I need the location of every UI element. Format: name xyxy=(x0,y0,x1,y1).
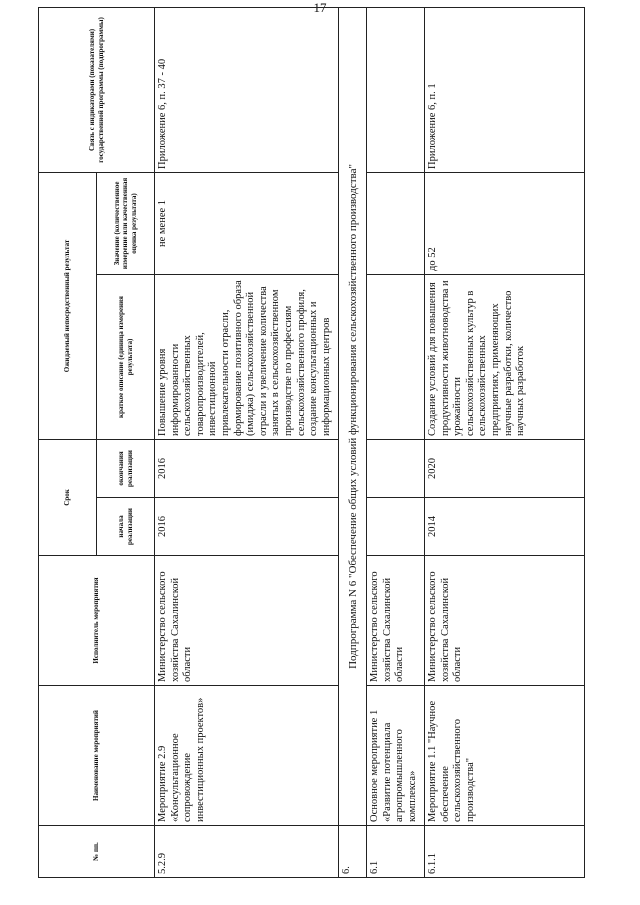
row-executor: Министерство сельского хозяйства Сахалинской области xyxy=(425,556,585,686)
row-desc: Создание условий для повышения продуктивности животноводства и урожайности сельскохозяйственных культур в сельскохозяйственных предприятиях, применяющих научные разработки, количество научных разработок xyxy=(425,274,585,439)
header-executor: Исполнитель мероприятия xyxy=(39,556,155,686)
subprogram-title: Подпрограмма N 6 "Обеспечение общих условий функционирования сельскохозяйственного производства" xyxy=(339,7,367,825)
row-name: Мероприятие 2.9 «Консультационное сопровождение инвестиционных проектов» xyxy=(155,686,339,826)
row-num: 5.2.9 xyxy=(155,826,339,878)
table-row xyxy=(367,7,425,877)
header-result: Ожидаемый непосредственный результат xyxy=(39,172,97,439)
row-link xyxy=(367,7,425,172)
row-desc xyxy=(367,274,425,439)
header-term: Срок xyxy=(39,439,97,555)
header-result-value: Значение (количественное измерение или качественная оценка результата) xyxy=(97,172,155,274)
row-executor: Министерство сельского хозяйства Сахалинской области xyxy=(155,556,339,686)
row-end xyxy=(367,439,425,497)
row-link: Приложение 6, п. 37 - 40 xyxy=(155,7,339,172)
measures-table xyxy=(38,7,585,878)
page-number: 17 xyxy=(313,0,327,15)
header-term-start: начала реализации xyxy=(97,498,155,556)
row-start: 2014 xyxy=(425,498,585,556)
row-value: не менее 1 xyxy=(155,172,339,274)
row-value xyxy=(367,172,425,274)
row-num: 6.1 xyxy=(367,826,425,878)
header-row-1 xyxy=(39,7,97,877)
row-executor: Министерство сельского хозяйства Сахалинской области xyxy=(367,556,425,686)
row-name: Мероприятие 1.1 "Научное обеспечение сельскохозяйственного производства" xyxy=(425,686,585,826)
row-end: 2016 xyxy=(155,439,339,497)
row-value: до 52 xyxy=(425,172,585,274)
row-start: 2016 xyxy=(155,498,339,556)
row-desc: Повышение уровня информированности сельскохозяйственных товаропроизводителей, инвестиционной привлекательности отрасли, формирование позитивного образа (имиджа) сельскохозяйственной отрасли и увеличение количества занятых в сельскохозяйственном производстве по профессиям сельскохозяйственного профиля, создание консультационных и информационных центров xyxy=(155,274,339,439)
header-name: Наименование мероприятий xyxy=(39,686,155,826)
rotated-table-wrapper xyxy=(38,8,598,878)
row-num: 6.1.1 xyxy=(425,826,585,878)
row-end: 2020 xyxy=(425,439,585,497)
row-link: Приложение 6, п. 1 xyxy=(425,7,585,172)
row-name: Основное мероприятие 1 «Развитие потенциала агропромышленного комплекса» xyxy=(367,686,425,826)
subprogram-row xyxy=(339,7,367,877)
header-result-desc: краткое описание (единица измерения результата) xyxy=(97,274,155,439)
table-row xyxy=(155,7,339,877)
row-start xyxy=(367,498,425,556)
table-row xyxy=(425,7,585,877)
header-term-end: окончания реализации xyxy=(97,439,155,497)
header-link: Связь с индикаторами (показателями) государственной программы (подпрограммы) xyxy=(39,7,155,172)
header-num: № пп. xyxy=(39,826,155,878)
subprogram-num: 6. xyxy=(339,826,367,878)
